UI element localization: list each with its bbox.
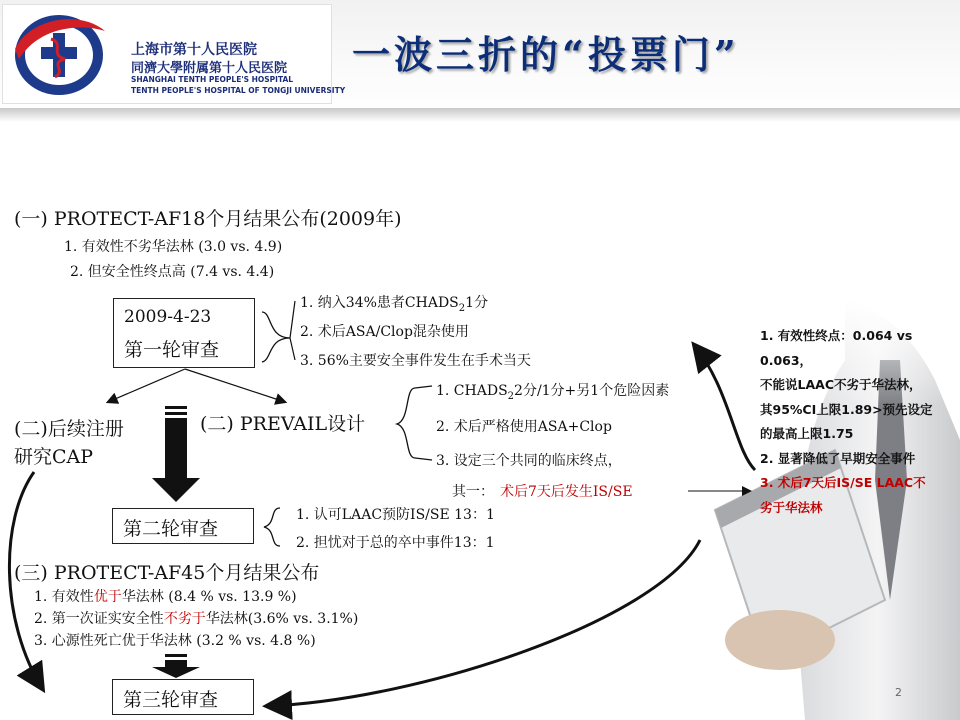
- logo-name-tongji: 同濟大學附属第十人民医院: [131, 61, 288, 76]
- round2-item-2: 2. 担忧对于总的卒中事件13：1: [296, 535, 495, 551]
- section3-item-2-post: 华法林(3.6% vs. 3.1%): [205, 611, 359, 627]
- side-note: [760, 324, 958, 520]
- side-note-line-1: 1. 有效性终点：0.064 vs: [760, 328, 913, 343]
- round1-reason-1-tail: 1分: [465, 295, 489, 311]
- logo-name-cn: 上海市第十人民医院: [131, 42, 257, 58]
- round1-reason-3: 3. 56%主要安全事件发生在手术当天: [300, 353, 531, 369]
- section3-title: (三) PROTECT-AF45个月结果公布: [14, 562, 320, 584]
- round1-label: 第一轮审查: [124, 339, 220, 361]
- round1-box: [113, 298, 255, 368]
- side-note-line-2: 0.063，: [760, 352, 813, 368]
- round1-reason-2: 2. 术后ASA/Clop混杂使用: [300, 324, 469, 340]
- prevail-title: (二) PREVAIL设计: [200, 413, 366, 435]
- round3-label: 第三轮审查: [123, 689, 219, 711]
- round3-box: [112, 679, 254, 715]
- side-note-line-5: 的最高上限1.75: [760, 426, 854, 441]
- prevail-item-1-text: 1. CHADS: [436, 383, 508, 399]
- section2a-line1: (二)后续注册: [14, 418, 124, 440]
- round2-box: [112, 508, 254, 544]
- section3-item-2-pre: 2. 第一次证实安全性: [34, 611, 164, 627]
- logo-name-en: SHANGHAI TENTH PEOPLE'S HOSPITAL: [131, 75, 294, 84]
- side-note-line-8: 劣于华法林: [760, 499, 823, 515]
- section1-item-2: 2. 但安全性终点高 (7.4 vs. 4.4): [70, 264, 275, 280]
- side-note-line-3: 不能说LAAC不劣于华法林，: [760, 377, 922, 392]
- prevail-endpoint: [452, 481, 633, 501]
- section2a-line2: 研究CAP: [14, 446, 94, 468]
- slide-title: 一波三折的“投票门”: [352, 32, 740, 77]
- side-note-line-7: 3. 术后7天后IS/SE LAAC不: [760, 475, 926, 490]
- round1-reason-1: [300, 292, 488, 314]
- prevail-item-1: [436, 380, 669, 402]
- section3-item-3: 3. 心源性死亡优于华法林 (3.2 % vs. 4.8 %): [34, 633, 316, 649]
- page-number: 2: [895, 686, 902, 699]
- prevail-endpoint-red: 术后7天后发生IS/SE: [500, 484, 633, 500]
- round1-date: 2009-4-23: [124, 307, 212, 327]
- round1-reason-1-sub: 2: [458, 302, 466, 314]
- prevail-item-2: 2. 术后严格使用ASA+Clop: [436, 419, 612, 435]
- section1-item-1: 1. 有效性不劣华法林 (3.0 vs. 4.9): [64, 239, 283, 255]
- section3-item-1: [34, 586, 297, 606]
- prevail-item-1-tail: 2分/1分+另1个危险因素: [514, 383, 670, 399]
- side-note-line-4: 其95%CI上限1.89>预先设定: [760, 401, 933, 417]
- section3-item-2: [34, 608, 358, 628]
- round1-reason-1-text: 1. 纳入34%患者CHADS: [300, 295, 459, 311]
- section3-item-1-red: 优于: [93, 589, 122, 605]
- prevail-item-3: 3. 设定三个共同的临床终点，: [436, 453, 622, 469]
- section1-title: (一) PROTECT-AF18个月结果公布(2009年): [14, 208, 402, 230]
- round2-label: 第二轮审查: [123, 518, 219, 540]
- prevail-item-1-sub: 2: [507, 390, 515, 402]
- section3-item-1-post: 华法林 (8.4 % vs. 13.9 %): [121, 589, 297, 605]
- section3-item-1-pre: 1. 有效性: [34, 589, 94, 605]
- prevail-endpoint-prefix: 其一：: [452, 484, 494, 500]
- section3-item-2-red: 不劣于: [163, 611, 206, 627]
- round2-item-1: 1. 认可LAAC预防IS/SE 13：1: [296, 507, 495, 523]
- logo-name-en-2: TENTH PEOPLE'S HOSPITAL OF TONGJI UNIVERSITY: [131, 86, 346, 95]
- side-note-line-6: 2. 显著降低了早期安全事件: [760, 450, 916, 466]
